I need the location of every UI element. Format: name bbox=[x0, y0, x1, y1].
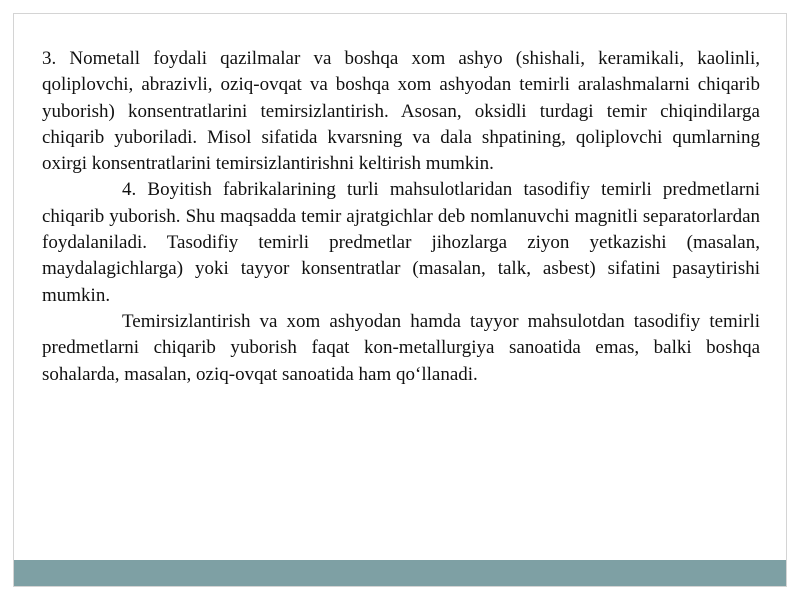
paragraph-other-industries: Temirsizlantirish va xom ashyodan hamda tayyor mahsulotdan tasodifiy temirli predmetlarni chiqarib yuborish faqat kon-metallurgiya sanoatida emas, balki boshqa sohalarda, masalan, oziq-ovqat sanoatida ham qo‘llanadi. bbox=[42, 310, 760, 385]
paragraph-nonmetallic-deironing: 3. Nometall foydali qazilmalar va boshqa xom ashyo (shishali, keramikali, kaolinli, qoliplovchi, abrazivli, oziq-ovqat va boshqa xom ashyodan temirli aralashmalarni chiqarib yuborish) konsentratlarini temirsizlantirish. Asosan, oksidli turdagi temir chiqindilarga chiqarib yuboriladi. Misol sifatida kvarsning va dala shpatining, qoliplovchi qumlarning oxirgi konsentratlarini temirsizlantirishni keltirish mumkin. bbox=[42, 48, 760, 175]
slide-text-body bbox=[42, 46, 760, 388]
slide bbox=[13, 13, 787, 587]
footer-band bbox=[14, 560, 786, 586]
paragraph-random-iron-objects: 4. Boyitish fabrikalarining turli mahsulotlaridan tasodifiy temirli predmetlarni chiqarib yuborish. Shu maqsadda temir ajratgichlar deb nomlanuvchi magnitli separatorlardan foydalaniladi. Tasodifiy temirli predmetlar jihozlarga ziyon yetkazishi (masalan, maydalagichlarga) yoki tayyor konsentratlar (masalan, talk, asbest) sifatini pasaytirishi mumkin. bbox=[42, 179, 760, 306]
